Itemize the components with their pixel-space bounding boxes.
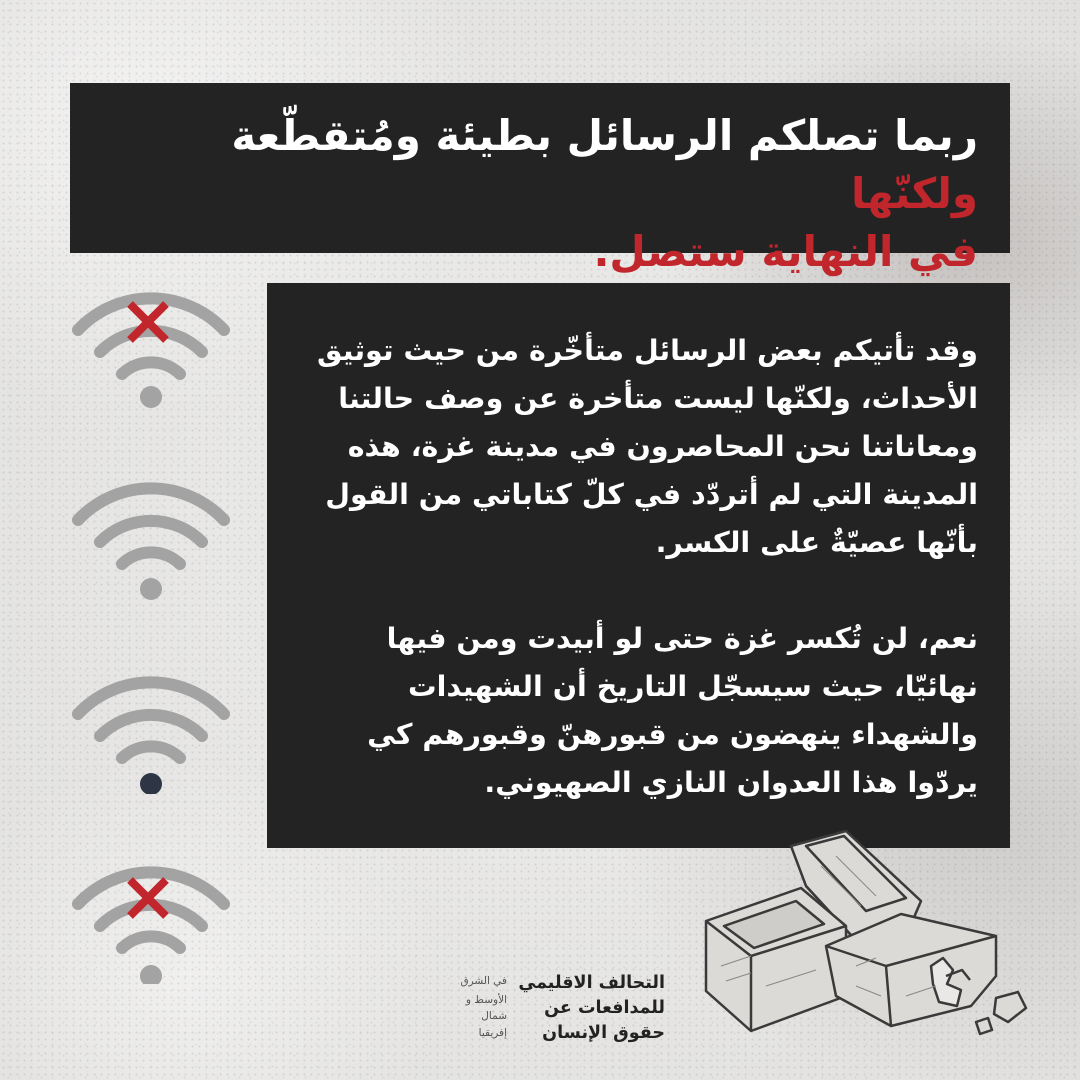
headline-red-text: ولكنّها [851,169,978,218]
wifi-no-signal-icon [70,290,232,410]
logo-line-1: التحالف الاقليمي [518,973,665,993]
wifi-dot [140,965,162,984]
wifi-dot [140,386,162,408]
logo-sub-1: في الشرق [460,975,507,987]
logo-line-2: للمدافعات عن [544,998,665,1018]
wifi-arc-middle [100,521,202,542]
logo-sub-4: إفريقيا [478,1027,507,1039]
logo-sub-2: الأوسط و [465,994,507,1006]
body-text-box [267,283,1010,848]
logo-line-3: حقوق الإنسان [542,1023,665,1043]
wifi-arc-middle [100,715,202,736]
wifi-weak-signal-icon [70,674,232,794]
wifi-arc-inner [122,552,180,564]
logo-sub-3: شمال [481,1010,507,1022]
headline-line-2 [102,223,978,281]
organization-logo [400,972,665,1052]
headline-red-text-line-2: في النهاية ستصل. [593,227,978,276]
headline-white-text: ربما تصلكم الرسائل بطيئة ومُتقطّعة [231,111,978,160]
wifi-arc-middle [100,905,202,926]
body-paragraph-2: نعم، لن تُكسر غزة حتى لو أبيدت ومن فيها نهائيّا، حيث سيسجّل التاريخ أن الشهيدات والشهداء ينهضون من قبورهنّ وقبورهم كي يردّوا هذا العدوان النازي الصهيوني. [367,622,978,799]
wifi-arc-inner [122,362,180,374]
wifi-arc-inner [122,936,180,948]
wifi-full-signal-icon [70,480,232,600]
wifi-no-signal-icon [70,864,232,984]
wifi-arc-middle [100,331,202,352]
wifi-dot [140,773,162,794]
broken-bricks-illustration [696,826,1036,1046]
headline-box [70,83,1010,276]
body-paragraph-1: وقد تأتيكم بعض الرسائل متأخّرة من حيث توثيق الأحداث، ولكنّها ليست متأخرة عن وصف حالتنا ومعاناتنا نحن المحاصرون في مدينة غزة، هذه المدينة التي لم أتردّد في كلّ كتاباتي من القول بأنّها عصيّةٌ على الكسر. [317,334,978,559]
wifi-dot [140,578,162,600]
headline-line-1 [102,107,978,223]
wifi-arc-inner [122,746,180,758]
